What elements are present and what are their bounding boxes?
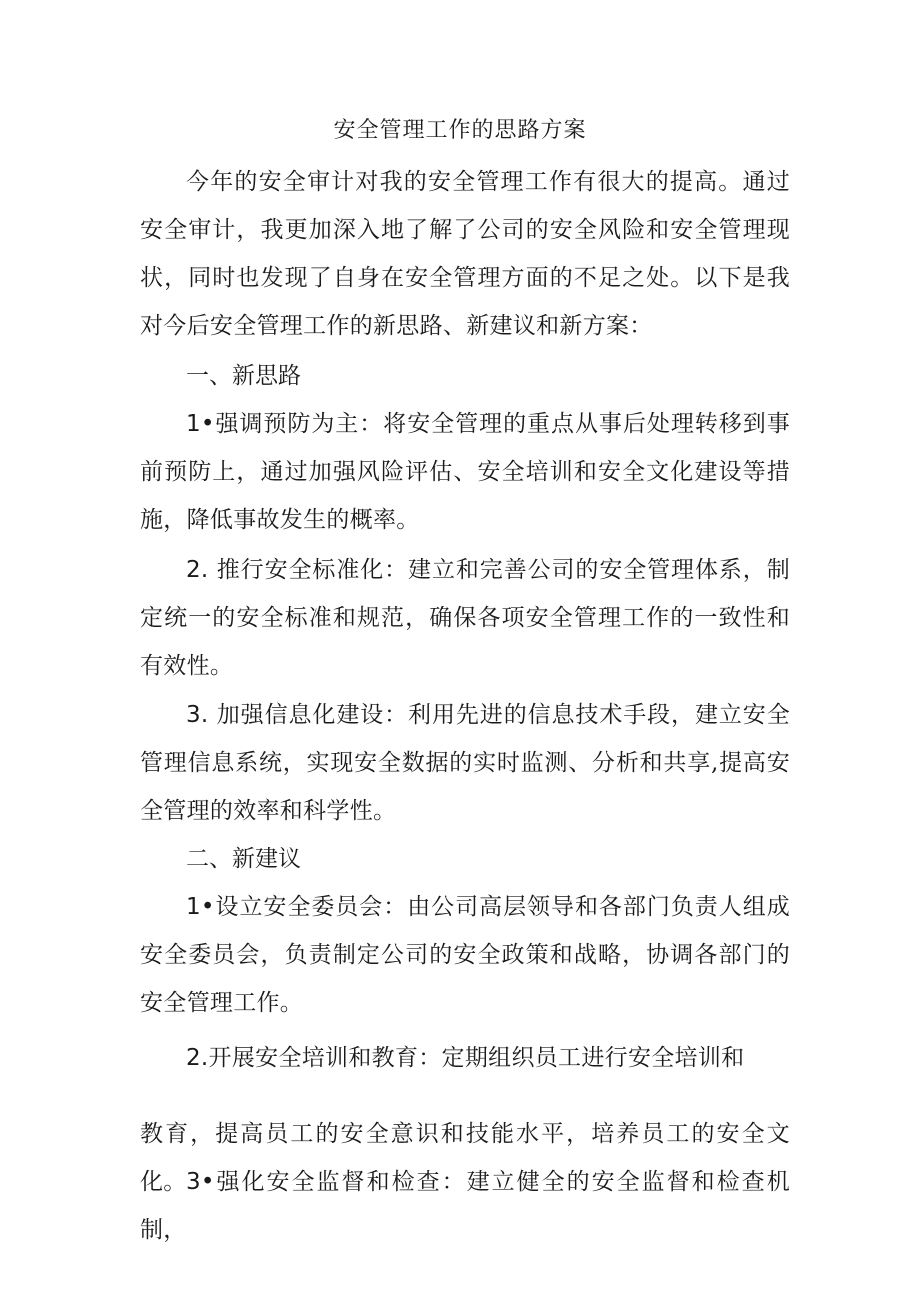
item-number: 3. [186,702,209,728]
item-text: 开展安全培训和教育：定期组织员工进行安全培训和 [208,1045,745,1071]
item-number: 2. [186,1045,209,1071]
list-item [140,691,790,835]
list-item [140,1034,790,1082]
item-text: 教育，提高员工的安全意识和技能水平，培养员工的安全文化。 [140,1121,790,1195]
list-item [140,1158,790,1254]
section-heading-new-ideas: 一、新思路 [186,363,301,389]
list-item [140,883,790,1027]
list-item [140,400,790,544]
item-number: 1• [186,411,215,437]
item-number: 2. [186,557,209,583]
item-text: 强化安全监督和检查：建立健全的安全监督和检查机制， [140,1169,790,1243]
item-text: 设立安全委员会：由公司高层领导和各部门负责人组成安全委员会，负责制定公司的安全政策和战略，协调各部门的安全管理工作。 [140,894,790,1016]
item-number: 1• [186,894,215,920]
intro-paragraph: 今年的安全审计对我的安全管理工作有很大的提高。通过安全审计，我更加深入地了解了公司的安全风险和安全管理现状，同时也发现了自身在安全管理方面的不足之处。以下是我对今后安全管理工作的新思路、新建议和新方案： [140,169,790,339]
item-text: 推行安全标准化：建立和完善公司的安全管理体系，制定统一的安全标准和规范，确保各项安全管理工作的一致性和有效性。 [140,557,790,679]
item-text: 加强信息化建设：利用先进的信息技术手段，建立安全管理信息系统，实现安全数据的实时监测、分析和共享,提高安全管理的效率和科学性。 [140,702,790,824]
section-heading-new-suggestions: 二、新建议 [186,846,301,872]
item-text: 强调预防为主：将安全管理的重点从事后处理转移到事前预防上，通过加强风险评估、安全培训和安全文化建设等措施，降低事故发生的概率。 [140,411,790,533]
document-title: 安全管理工作的思路方案 [333,118,587,143]
item-number: 3• [186,1169,215,1195]
list-item [140,546,790,690]
